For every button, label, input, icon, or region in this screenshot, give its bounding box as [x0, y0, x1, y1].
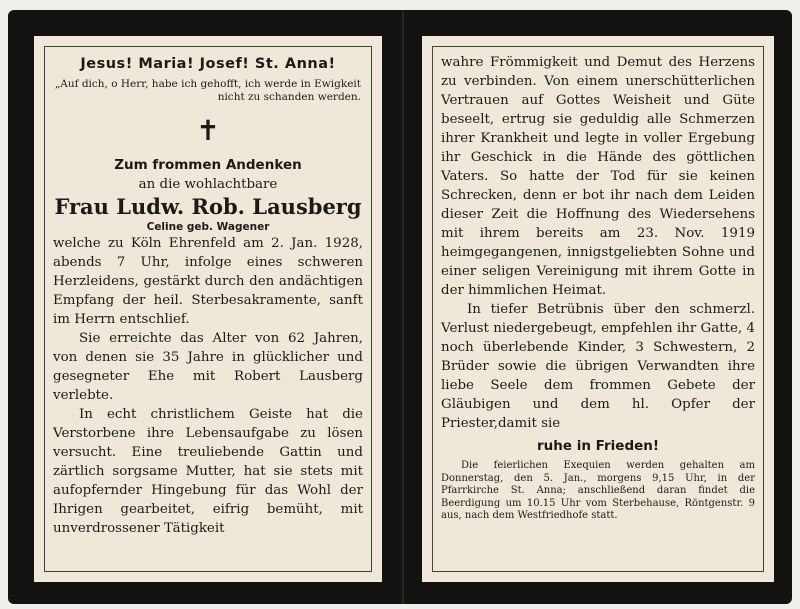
scripture-motto: „Auf dich, o Herr, habe ich gehofft, ich werde in Ewigkeit nicht zu schanden werden. [54, 78, 361, 103]
right-page-content [441, 53, 755, 567]
right-page-frame [432, 46, 764, 572]
age-paragraph: Sie erreichte das Alter von 62 Jahren, von denen sie 35 Jahre in glücklicher und gesegneter Ehe mit Robert Lausberg verlebte. [53, 331, 363, 403]
dedication-line: an die wohlachtbare [138, 177, 278, 192]
left-page-content [53, 53, 363, 567]
birth-name: Celine geb. Wagener [146, 221, 270, 233]
life-paragraph: In echt christlichem Geiste hat die Verstorbene ihre Lebensaufgabe zu lösen versucht. Eine treuliebende Gattin und zärtlich sorgsame Mutter, hat sie stets mit aufopfernder Hingebung für das Wohl der Ihrigen gearbeitet, eifrig bemüht, mit unverdrossener Tätigkeit [53, 407, 363, 536]
deceased-name: Frau Ludw. Rob. Lausberg [54, 194, 362, 219]
memorial-heading: Zum frommen Andenken [114, 157, 302, 173]
cross-icon: ✝ [196, 114, 220, 147]
left-page [8, 10, 406, 604]
right-page-panel [422, 36, 774, 582]
left-page-frame [44, 46, 372, 572]
right-page [404, 10, 792, 604]
mourning-paragraph: In tiefer Betrübnis über den schmerzl. Verlust niedergebeugt, empfehlen ihr Gatte, 4 noch überlebende Kinder, 3 Schwestern, 2 Brüder sowie die übrigen Verwandten ihre liebe Seele dem frommen Gebete der Gläubigen und dem hl. Opfer der Priester,damit sie [441, 302, 755, 431]
invocation-heading: Jesus! Maria! Josef! St. Anna! [80, 56, 336, 72]
rest-in-peace: ruhe in Frieden! [536, 438, 660, 454]
faith-paragraph: wahre Frömmigkeit und Demut des Herzens zu verbinden. Von einem unerschütterlichen Vertrauen auf Gottes Weisheit und Güte beseelt, ertrug sie geduldig alle Schmerzen ihrer Krankheit und legte in voller Ergebung ihr Geschick in die Hände des göttlichen Vaters. So hatte der Tod für sie keinen Schrecken, denn er bot ihr nach dem Leiden dieser Zeit die Hoffnung des Wiedersehens mit ihrem bereits am 23. Nov. 1919 heimgegangenen, innigstgeliebten Sohne und einer seligen Vereinigung mit ihrem Gotte in der himmlichen Heimat. [441, 55, 755, 298]
funeral-note: Die feierlichen Exequien werden gehalten am Donnerstag, den 5. Jan., morgens 9,15 Uhr, in der Pfarrkirche St. Anna; anschließend daran findet die Beerdigung um 10.15 Uhr vom Sterbehause, Röntgenstr. 9 aus, nach dem Westfriedhofe statt. [441, 460, 755, 521]
left-page-panel [34, 36, 382, 582]
death-paragraph: welche zu Köln Ehrenfeld am 2. Jan. 1928, abends 7 Uhr, infolge eines schweren Herzleidens, gestärkt durch den andächtigen Empfang der heil. Sterbesakramente, sanft im Herrn entschlief. [53, 236, 363, 327]
